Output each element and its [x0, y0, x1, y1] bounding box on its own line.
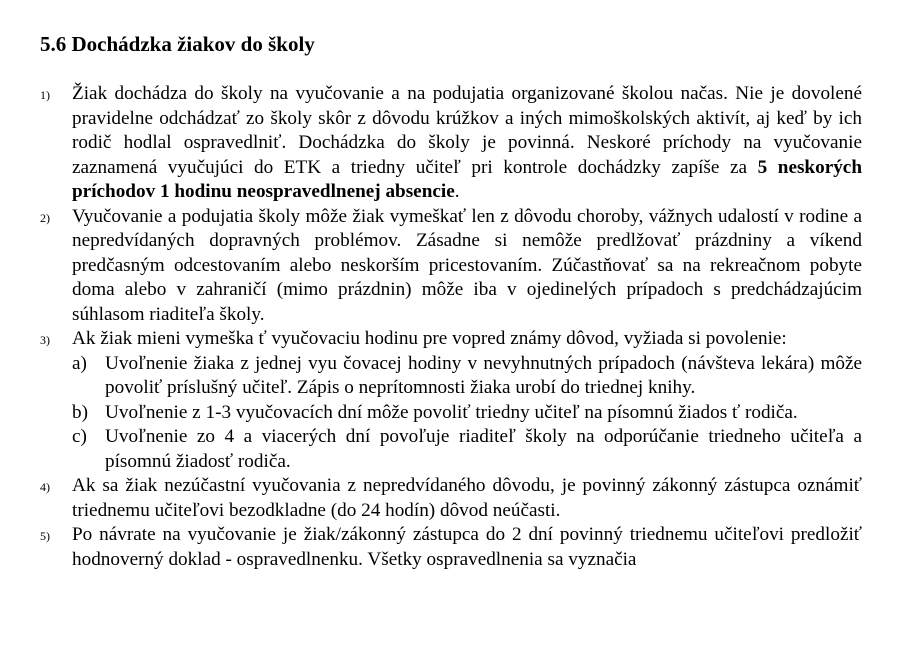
item-text: Ak sa žiak nezúčastní vyučovania z nepredvídaného dôvodu, je povinný zákonný zástupca oznámiť triednemu učiteľovi bezodkladne (do 24 hodín) dôvod neúčasti. [72, 475, 862, 521]
sub-item [72, 352, 862, 401]
sub-item [72, 425, 862, 474]
sub-item-letter: a) [72, 352, 87, 374]
sub-item-letter: b) [72, 401, 88, 423]
item-number: 2) [40, 210, 50, 225]
section-heading: 5.6 Dochádzka žiakov do školy [40, 32, 315, 56]
sub-item-letter: c) [72, 426, 87, 447]
item-number: 3) [40, 333, 50, 347]
item-number: 4) [40, 480, 50, 494]
sub-item-text: Uvoľnenie žiaka z jednej vyu čovacej hodiny v nevyhnutných prípadoch (návšteva lekára) môže povoliť príslušný učiteľ. Zápis o neprítomnosti žiaka urobí do triednej knihy. [105, 352, 862, 398]
list-item [40, 474, 862, 523]
list-item [40, 523, 862, 572]
list-item [40, 205, 862, 328]
item-number: 1) [40, 88, 50, 102]
bold-emphasis: 5 neskorých príchodov 1 hodinu neospravedlnenej absencie [72, 156, 862, 202]
list-item [40, 327, 862, 474]
item-number: 5) [40, 529, 50, 543]
item-text: Vyučovanie a podujatia školy môže žiak vymeškať len z dôvodu choroby, vážnych udalostí v rodine a nepredvídaných dopravných problémov. Zásadne si nemôže predlžovať prázdniny a víkend predčasným odcestovaním alebo neskorším pricestovaním. Zúčastňovať sa na rekreačnom pobyte doma alebo v zahraničí (mimo prázdnin) môže iba v ojedinelých prípadoch s predchádzajúcim súhlasom riaditeľa školy. [72, 205, 862, 325]
sub-item [72, 401, 862, 426]
list-item [40, 82, 862, 205]
sub-item-text: Uvoľnenie zo 4 a viacerých dní povoľuje riaditeľ školy na odporúčanie triedneho učiteľa a písomnú žiadosť rodiča. [105, 426, 862, 472]
item-text: Ak žiak mieni vymeška ť vyučovaciu hodinu pre vopred známy dôvod, vyžiada si povolenie: [72, 328, 787, 349]
item-text: Žiak dochádza do školy na vyučovanie a na podujatia organizované školou načas. Nie je dovolené pravidelne odchádzať zo školy skôr z dôvodu krúžkov a iných mimoškolských aktivít, aj keď by ich rodič hodlal ospravedlniť. Dochádzka do školy je povinná. Neskoré príchody na vyučovanie zaznamená vyučujúci do ETK a triedny učiteľ pri kontrole dochádzky zapíše za 5 neskorých príchodov 1 hodinu neospravedlnenej absencie. [72, 83, 862, 202]
rules-list [0, 82, 907, 572]
item-text: Po návrate na vyučovanie je žiak/zákonný zástupca do 2 dní povinný triednemu učiteľovi predložiť hodnoverný doklad - ospravedlnenku. Všetky ospravedlnenia sa vyznačia [72, 524, 862, 570]
sub-item-text: Uvoľnenie z 1-3 vyučovacích dní môže povoliť triedny učiteľ na písomnú žiados ť rodiča. [105, 401, 798, 423]
